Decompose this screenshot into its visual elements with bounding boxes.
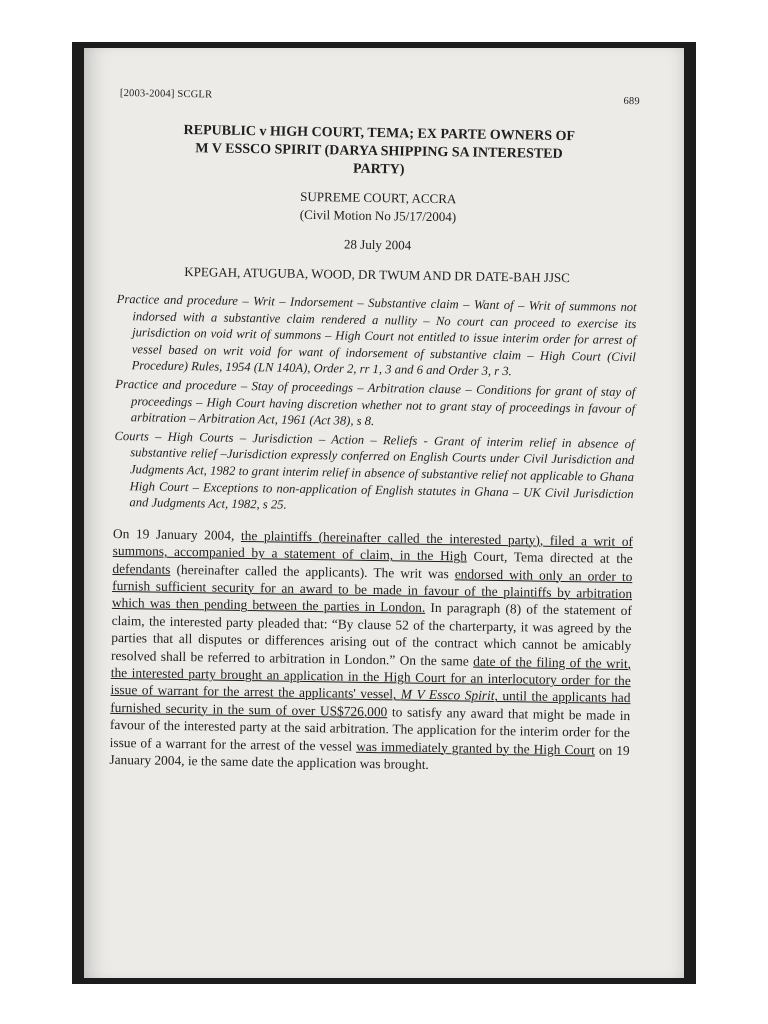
decision-date: 28 July 2004 xyxy=(343,236,412,253)
text-segment: (hereinafter called the applicants). The writ was xyxy=(170,561,455,581)
text-segment: on 19 January 2004, ie the same date the application was brought. xyxy=(109,742,630,772)
underlined-text: , until the applicants had furnished security in the sum of over US$726,000 xyxy=(110,688,631,720)
vessel-name: M V Essco Spirit xyxy=(400,686,495,704)
headnote-3: Courts – High Courts – Jurisdiction – Action – Reliefs - Grant of interim relief in absence of substantive relief –Jurisdiction expressly conferred on English Courts under Civil Jurisdiction and Judgments Act, 1982 to grant interim relief in absence of substantive relief not applicable to Ghana High Court – Exceptions to non-application of English statutes in Ghana – UK Civil Jurisdiction and Judgments Act, 1982, s 25. xyxy=(114,428,635,512)
headnote-2: Practice and procedure – Stay of proceedings – Arbitration clause – Conditions for grant of stay of proceedings – High Court having discretion whether not to grant stay of proceedings in favour of arbitration – Arbitration Act, 1961 (Act 38), s 8. xyxy=(115,376,636,429)
headnote-1: Practice and procedure – Writ – Indorsement – Substantive claim – Want of – Writ of summons not indorsed with a substantive claim rendered a nullity – No court can proceed to exercise its jurisdiction on void writ of summons – High Court not entitled to issue interim order for arrest of vessel based on writ void for want of indorsement of substantive claim – High Court (Civil Procedure) Rules, 1954 (LN 140A), Order 2, rr 1, 3 and 6 and Order 3, r 3. xyxy=(116,291,637,379)
text-segment: to satisfy any award that might be made in favour of the interested party at the said arbitration. The application for the interim order for the issue of a warrant for the arrest of the vessel xyxy=(109,704,631,754)
text-segment: In paragraph (8) of the statement of claim, the interested party pleaded that: “By clause 52 of the charterparty, it was agreed by the parties that all disputes or differences arising out of the contract which cannot be amicably resolved shall be referred to arbitration in London.” On the same xyxy=(110,600,632,669)
facts-paragraph xyxy=(109,525,633,777)
motion-number: (Civil Motion No J5/17/2004) xyxy=(299,206,457,225)
court-name: SUPREME COURT, ACCRA xyxy=(300,188,457,207)
text-segment: On 19 January 2004, xyxy=(112,525,242,543)
underlined-text: the plaintiffs (hereinafter called the interested party), filed a writ of summons, accompanied by a statement of claim, in the High xyxy=(112,527,634,564)
text-segment: Court, Tema directed at the xyxy=(466,548,633,567)
headnotes xyxy=(113,291,636,519)
underlined-text: was immediately granted by the High Court xyxy=(356,738,596,758)
underlined-text: date of the filing of the writ, the interested party brought an application in the High Court for an interlocutory order for the issue of warrant for the arrest the applicants' vessel, xyxy=(110,653,632,702)
law-report-page xyxy=(109,88,640,790)
underlined-text: endorsed with only an order to furnish sufficient security for an award to be made in favour of the plaintiffs by arbitration which was then pending between the parties in London. xyxy=(111,565,633,616)
page-number: 689 xyxy=(623,95,640,108)
case-title: REPUBLIC v HIGH COURT, TEMA; EX PARTE OWNERS OF M V ESSCO SPIRIT (DARYA SHIPPING SA INTERESTED PARTY) xyxy=(183,123,576,178)
judges-panel: KPEGAH, ATUGUBA, WOOD, DR TWUM AND DR DATE-BAH JJSC xyxy=(184,264,570,286)
underlined-text: defendants xyxy=(112,560,171,577)
report-citation: [2003-2004] SCGLR xyxy=(119,88,213,101)
